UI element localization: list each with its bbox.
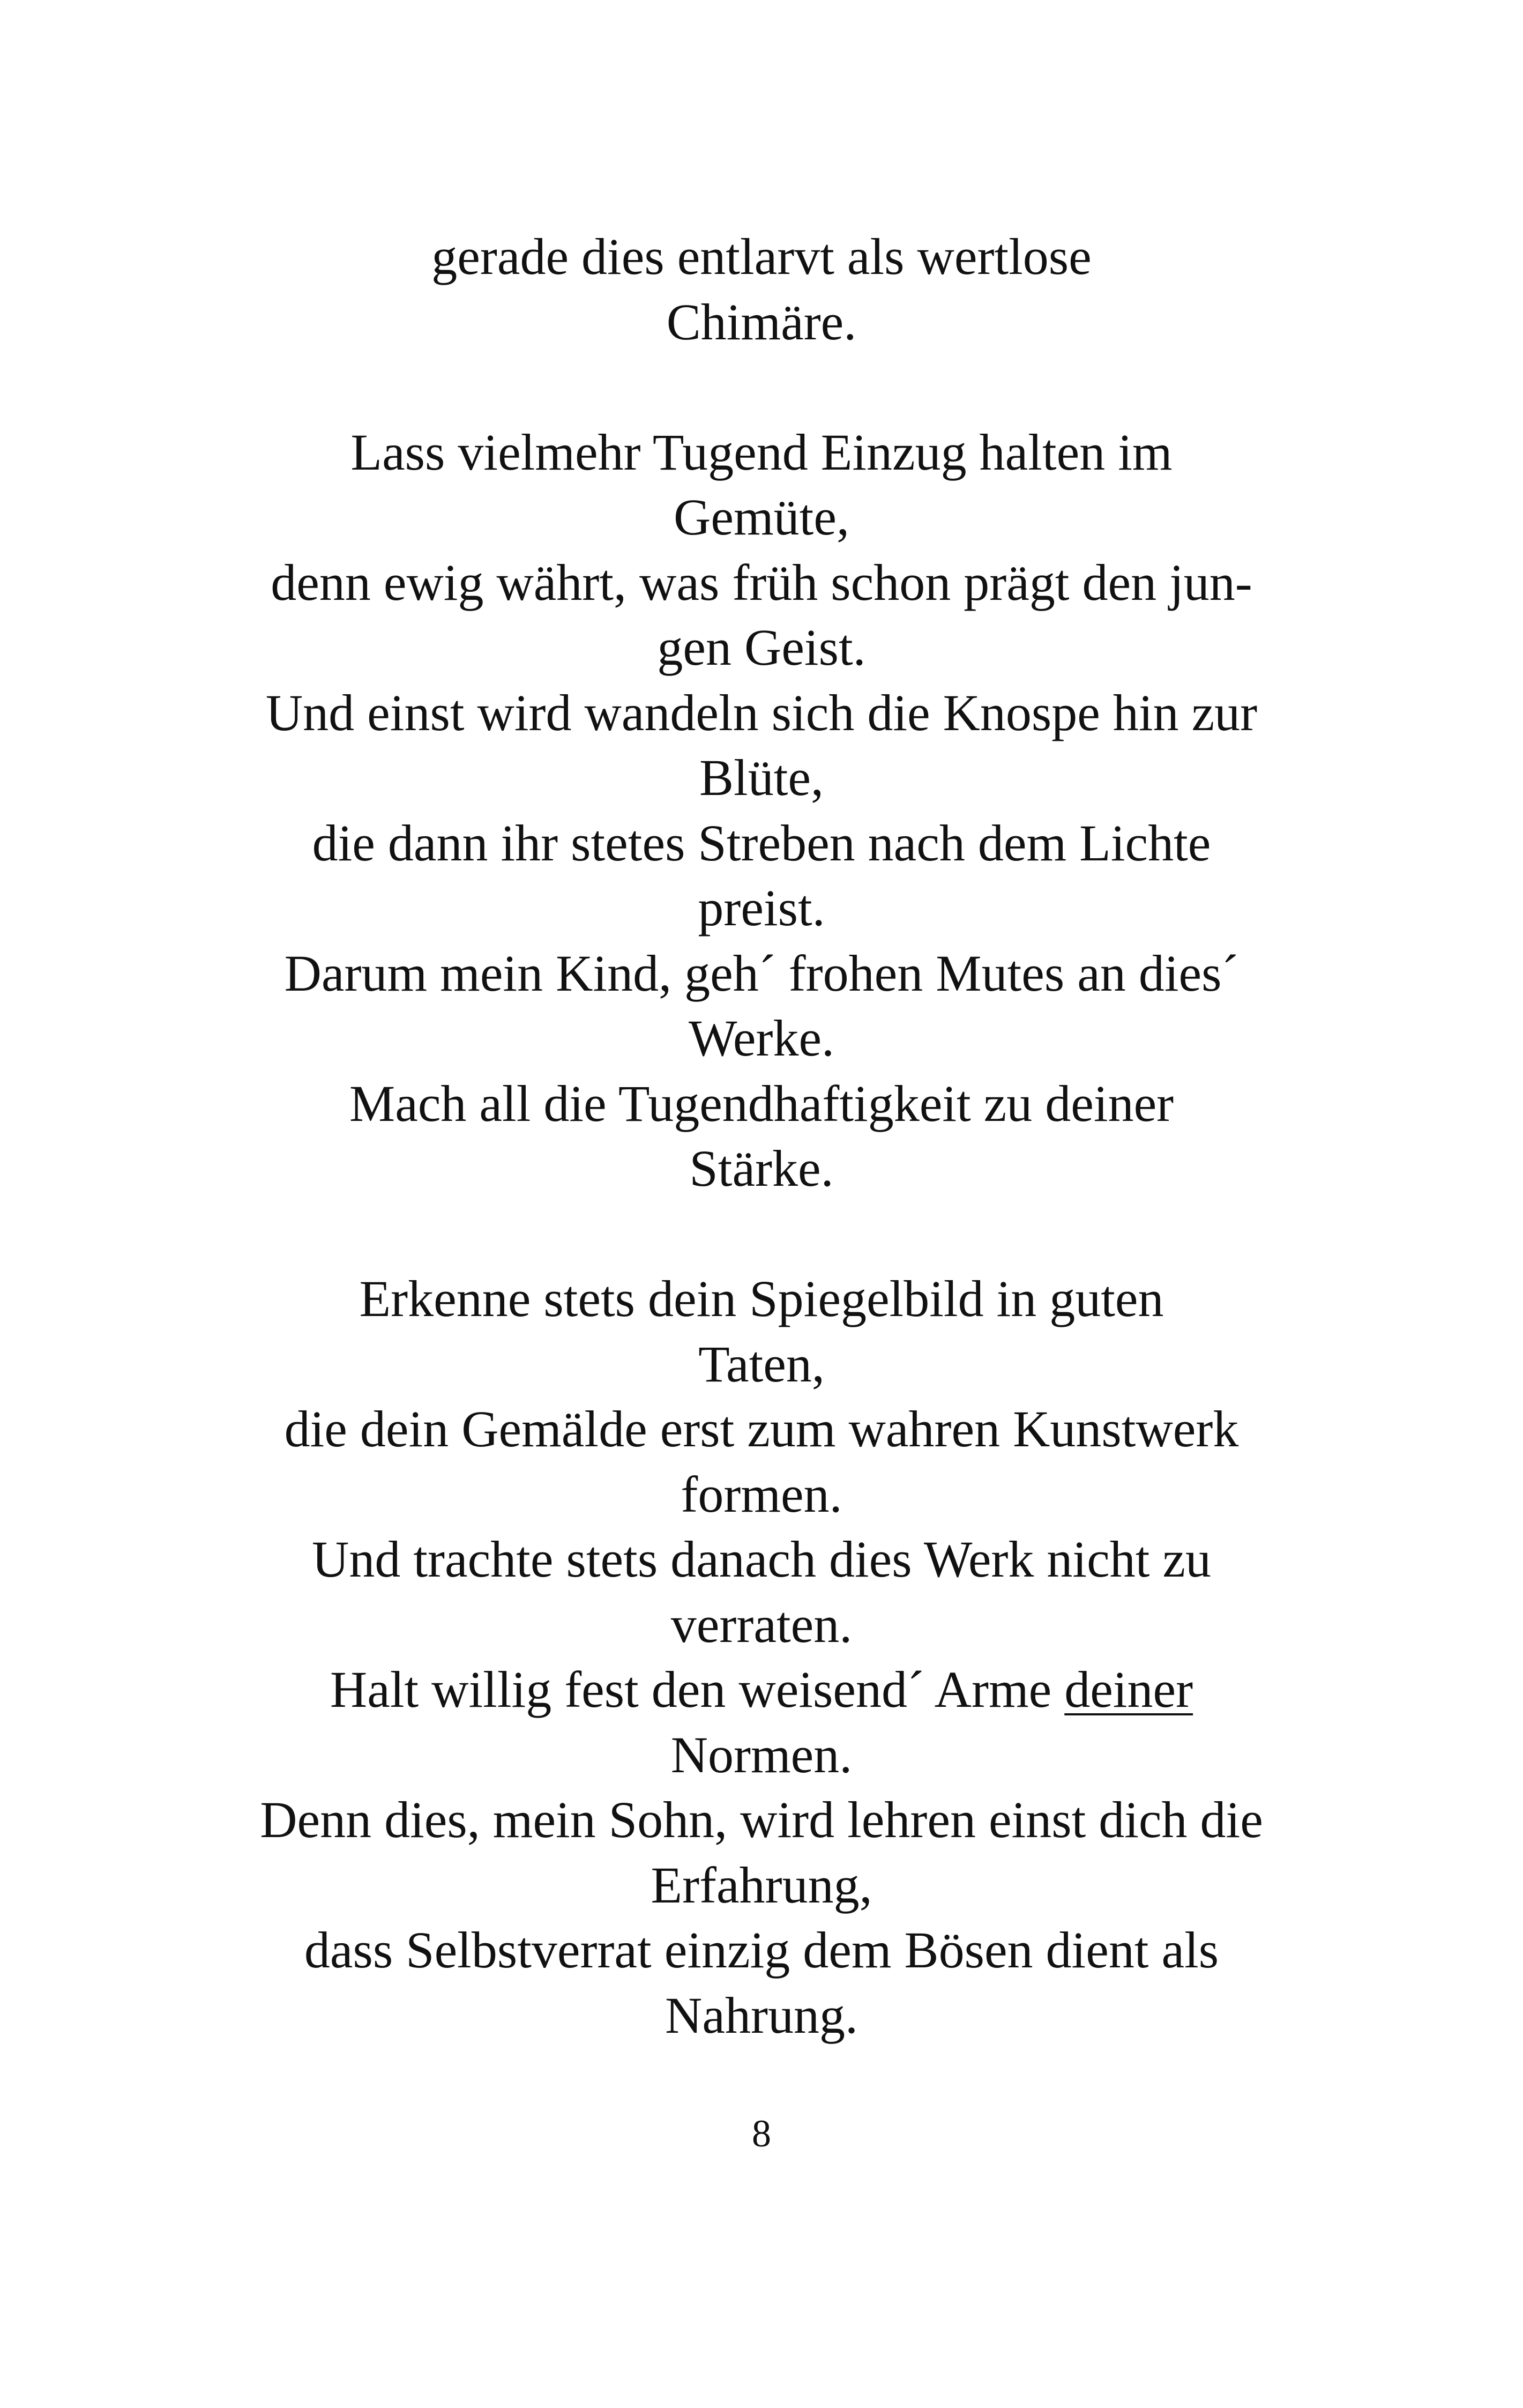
- poem-text: [0, 224, 1523, 2048]
- poem-line: Denn dies, mein Sohn, wird lehren einst dich die: [260, 1791, 1263, 1848]
- poem-line: Nahrung.: [665, 1986, 858, 2044]
- poem-line: formen.: [681, 1465, 842, 1523]
- page-number: 8: [752, 2112, 771, 2155]
- poem-line: Gemüte,: [674, 488, 849, 546]
- poem-line: Erkenne stets dein Spiegelbild in guten: [359, 1270, 1164, 1327]
- poem-line: Stärke.: [689, 1140, 834, 1197]
- poem-line: Darum mein Kind, geh´ frohen Mutes an dies´: [284, 944, 1239, 1002]
- poem-line: Und trachte stets danach dies Werk nicht zu: [312, 1530, 1211, 1588]
- poem-line: Werke.: [688, 1009, 835, 1067]
- poem-line: die dann ihr stetes Streben nach dem Lichte: [312, 814, 1211, 872]
- poem-line: preist.: [698, 879, 825, 937]
- stanza-break: [0, 354, 1523, 420]
- poem-line: [0, 1657, 1523, 1722]
- underlined-word: deiner: [1064, 1661, 1193, 1718]
- poem-line: dass Selbstverrat einzig dem Bösen dient als: [304, 1921, 1219, 1979]
- poem-line: gen Geist.: [657, 619, 866, 676]
- poem-line-text: Halt willig fest den weisend´ Arme: [330, 1661, 1065, 1718]
- poem-line: Lass vielmehr Tugend Einzug halten im: [350, 423, 1173, 481]
- poem-line: verraten.: [670, 1595, 853, 1653]
- stanza-break: [0, 1201, 1523, 1267]
- poem-line: die dein Gemälde erst zum wahren Kunstwerk: [284, 1400, 1239, 1458]
- poem-line: Und einst wird wandeln sich die Knospe hin zur: [265, 683, 1258, 741]
- poem-line: Taten,: [698, 1335, 825, 1393]
- poem-line: Mach all die Tugendhaftigkeit zu deiner: [349, 1074, 1174, 1132]
- poem-line: Blüte,: [699, 749, 824, 806]
- poem-line: gerade dies entlarvt als wertlose: [431, 228, 1092, 285]
- poem-line: denn ewig währt, was früh schon prägt den jun-: [271, 553, 1252, 611]
- poem-line: Erfahrung,: [651, 1856, 872, 1914]
- poem-line: Normen.: [670, 1726, 853, 1783]
- poem-line: Chimäre.: [666, 293, 857, 351]
